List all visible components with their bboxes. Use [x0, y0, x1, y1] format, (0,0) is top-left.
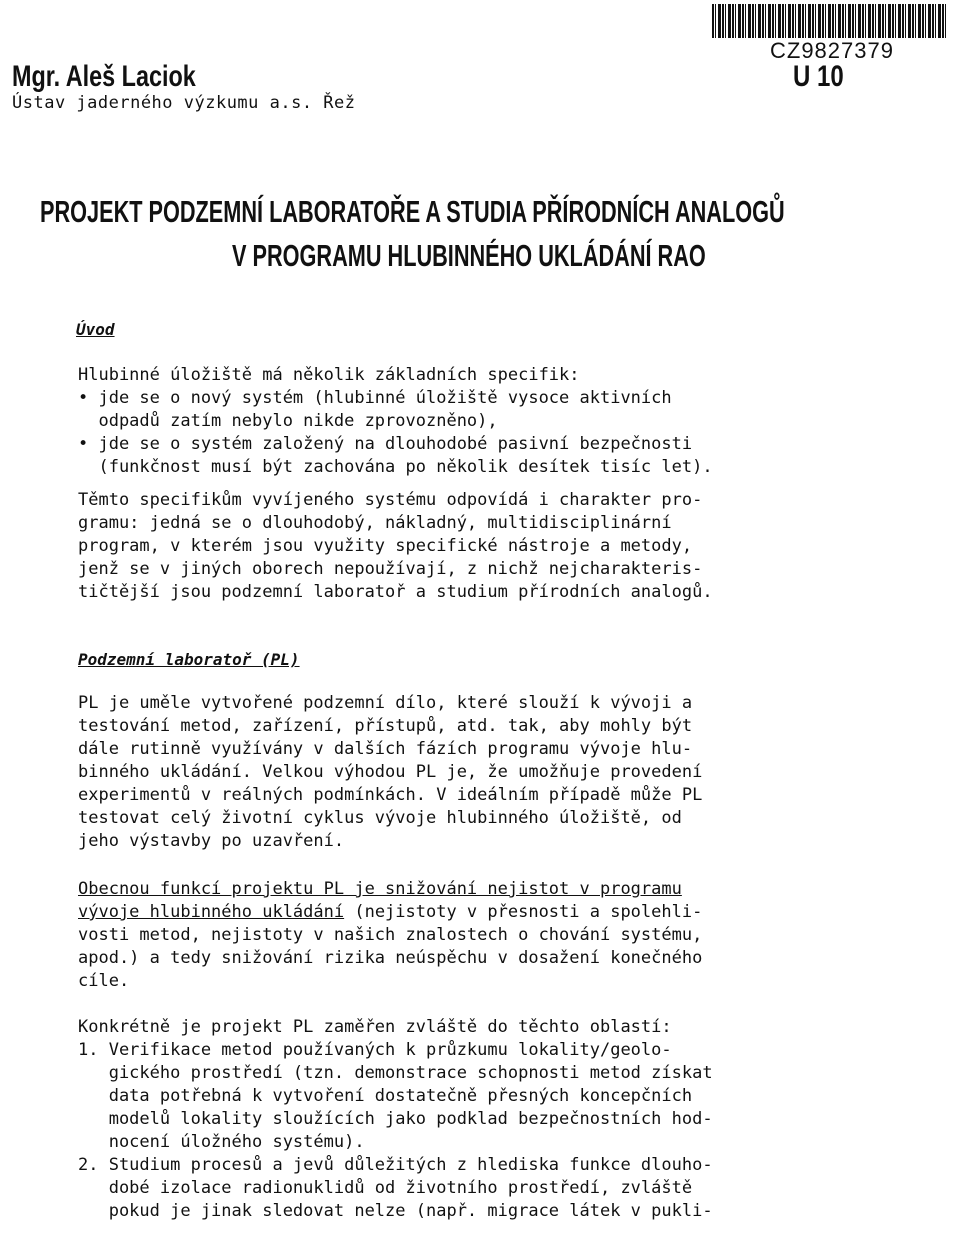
- underlined-phrase: vývoje hlubinného ukládání: [78, 902, 345, 922]
- institute-name: Ústav jaderného výzkumu a.s. Řež: [12, 93, 356, 113]
- author-name: Mgr. Aleš Laciok: [12, 60, 196, 93]
- barcode: [712, 4, 946, 38]
- text-line: program, v kterém jsou využity specifické nástroje a metody,: [78, 536, 693, 556]
- text-fragment: (nejistoty v přesnosti a spolehli-: [344, 902, 703, 922]
- text-line: • jde se o systém založený na dlouhodobé pasivní bezpečnosti: [78, 434, 693, 454]
- text-line: tičtější jsou podzemní laboratoř a studium přírodních analogů.: [78, 582, 713, 602]
- text-line: (funkčnost musí být zachována po několik desítek tisíc let).: [78, 457, 713, 477]
- text-line: dále rutinně využívány v dalších fázích programu vývoje hlu-: [78, 739, 693, 759]
- text-line: apod.) a tedy snižování rizika neúspěchu v dosažení konečného: [78, 948, 703, 968]
- text-line: pokud je jinak sledovat nelze (např. migrace látek v pukli-: [78, 1201, 713, 1221]
- section-heading-intro: Úvod: [76, 320, 115, 339]
- text-line: binného ukládání. Velkou výhodou PL je, že umožňuje provedení: [78, 762, 703, 782]
- text-line: modelů lokality sloužících jako podklad bezpečnostních hod-: [78, 1109, 713, 1129]
- document-title-line-1: PROJEKT PODZEMNÍ LABORATOŘE A STUDIA PŘÍRODNÍCH ANALOGŮ: [40, 194, 785, 229]
- document-code: CZ9827379: [770, 38, 894, 63]
- text-line: testování metod, zařízení, přístupů, atd. tak, aby mohly být: [78, 716, 693, 736]
- text-line: Konkrétně je projekt PL zaměřen zvláště do těchto oblastí:: [78, 1017, 672, 1037]
- lab-paragraph-3: [78, 1016, 838, 1223]
- text-line: Těmto specifikům vyvíjeného systému odpovídá i charakter pro-: [78, 490, 703, 510]
- mixed-text-line: [78, 901, 838, 924]
- list-item: 1. Verifikace metod používaných k průzkumu lokality/geolo-: [78, 1040, 672, 1060]
- intro-paragraph: [78, 364, 838, 479]
- text-line: PL je uměle vytvořené podzemní dílo, které slouží k vývoji a: [78, 693, 693, 713]
- text-line: data potřebná k vytvoření dostatečně přesných koncepčních: [78, 1086, 693, 1106]
- text-line: vosti metod, nejistoty v našich znalostech o chování systému,: [78, 925, 703, 945]
- intro-paragraph-2: [78, 489, 838, 604]
- document-series: U 10: [793, 60, 844, 93]
- list-item: 2. Studium procesů a jevů důležitých z hlediska funkce dlouho-: [78, 1155, 713, 1175]
- text-line: gického prostředí (tzn. demonstrace schopnosti metod získat: [78, 1063, 713, 1083]
- text-line: odpadů zatím nebylo nikde zprovozněno),: [78, 411, 498, 431]
- section-heading-lab: Podzemní laboratoř (PL): [78, 650, 300, 669]
- text-line: jenž se v jiných oborech nepoužívají, z nichž nejcharakteris-: [78, 559, 703, 579]
- lab-paragraph-2: [78, 878, 838, 993]
- text-line: jeho výstavby po uzavření.: [78, 831, 345, 851]
- text-line: cíle.: [78, 971, 130, 991]
- text-line: testovat celý životní cyklus vývoje hlubinného úložiště, od: [78, 808, 682, 828]
- text-line: experimentů v reálných podmínkách. V ideálním případě může PL: [78, 785, 703, 805]
- text-line: nocení úložného systému).: [78, 1132, 365, 1152]
- text-line: Hlubinné úložiště má několik základních specifik:: [78, 365, 580, 385]
- text-line: dobé izolace radionuklidů od životního prostředí, zvláště: [78, 1178, 693, 1198]
- text-line: • jde se o nový systém (hlubinné úložiště vysoce aktivních: [78, 388, 672, 408]
- text-line: gramu: jedná se o dlouhodobý, nákladný, multidisciplinární: [78, 513, 672, 533]
- underlined-text-line: Obecnou funkcí projektu PL je snižování nejistot v programu: [78, 879, 682, 899]
- document-title-line-2: V PROGRAMU HLUBINNÉHO UKLÁDÁNÍ RAO: [232, 238, 706, 273]
- lab-paragraph-1: [78, 692, 838, 853]
